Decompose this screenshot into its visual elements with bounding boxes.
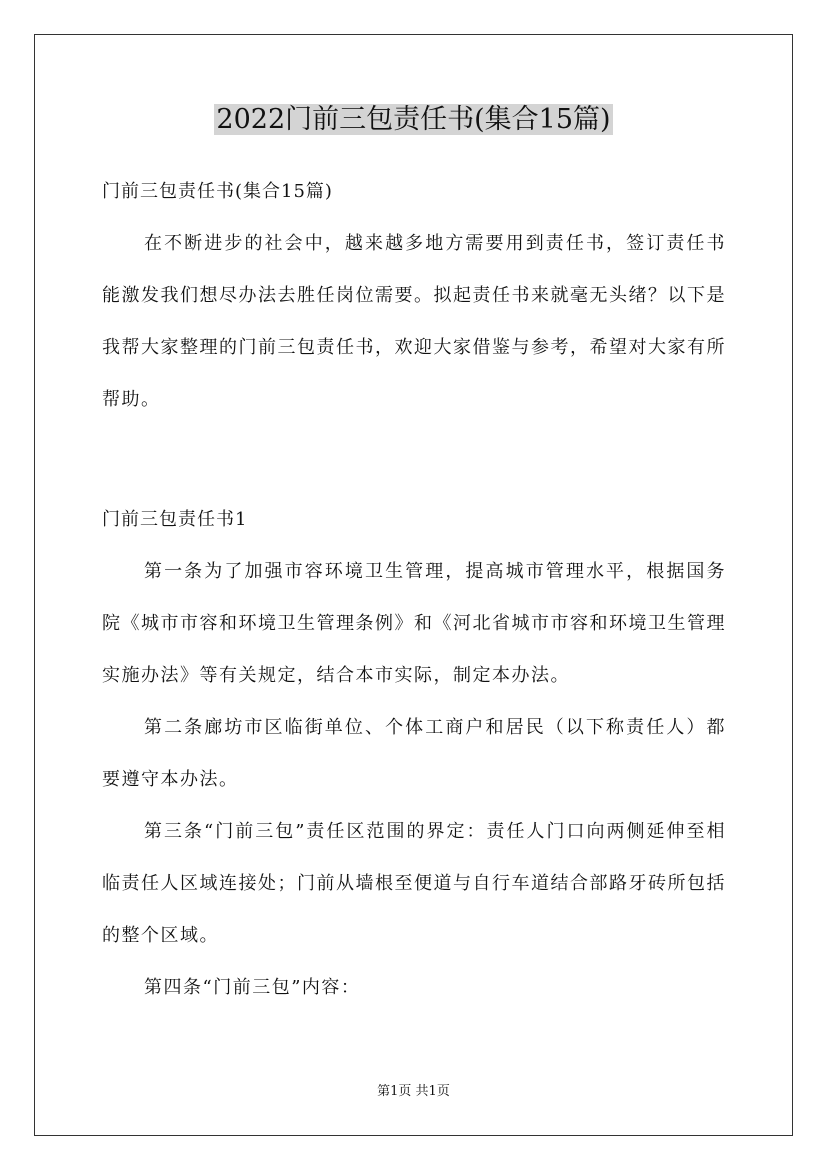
- section-body: [102, 494, 726, 1014]
- paragraph-article-3: 第三条“门前三包”责任区范围的界定：责任人门口向两侧延伸至相临责任人区域连接处；门前从墙根至便道与自行车道结合部路牙砖所包括的整个区域。: [102, 821, 726, 946]
- paragraph-article-1: 第一条为了加强市容环境卫生管理，提高城市管理水平，根据国务院《城市市容和环境卫生管理条例》和《河北省城市市容和环境卫生管理实施办法》等有关规定，结合本市实际，制定本办法。: [102, 561, 726, 686]
- page-number-text: 第1页 共1页: [377, 1084, 450, 1099]
- paragraph-article-2: 第二条廊坊市区临街单位、个体工商户和居民（以下称责任人）都要遵守本办法。: [102, 717, 726, 790]
- document-title: [0, 100, 827, 140]
- section-heading: 门前三包责任书1: [102, 509, 248, 530]
- document-title-text: 2022门前三包责任书(集合15篇): [216, 104, 611, 135]
- document-body: [102, 166, 726, 426]
- page-footer: [0, 1084, 827, 1100]
- paragraph-article-4: 第四条“门前三包”内容：: [144, 977, 361, 998]
- document-subtitle: 门前三包责任书(集合15篇): [102, 181, 333, 202]
- intro-paragraph: 在不断进步的社会中，越来越多地方需要用到责任书，签订责任书能激发我们想尽办法去胜任岗位需要。拟起责任书来就毫无头绪？以下是我帮大家整理的门前三包责任书，欢迎大家借鉴与参考，希望对大家有所帮助。: [102, 233, 726, 410]
